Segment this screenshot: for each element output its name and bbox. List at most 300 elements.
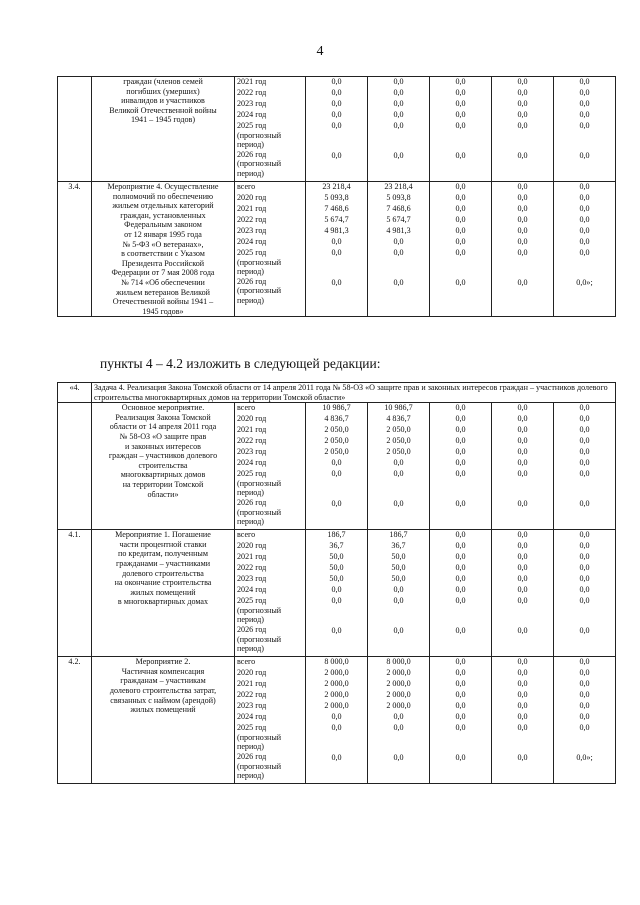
value-cell: 0,0 bbox=[579, 723, 590, 733]
value-cell: 0,0 bbox=[393, 151, 404, 160]
year-label: 2026 год (прогнозный период) bbox=[237, 149, 282, 178]
value-cell: 2 000,0 bbox=[324, 690, 349, 700]
value-cell: 0,0 bbox=[517, 552, 528, 562]
value-cell: 0,0 bbox=[579, 574, 590, 584]
description-line: Частичная компенсация bbox=[121, 666, 205, 676]
year-label: 2020 год bbox=[237, 193, 267, 202]
value-cell: 0,0 bbox=[579, 447, 590, 457]
table-row bbox=[58, 530, 616, 657]
value-cell: 0,0 bbox=[579, 99, 590, 108]
year-label: 2025 год (прогнозный период) bbox=[237, 248, 282, 277]
value-cell: 0,0 bbox=[455, 723, 466, 733]
value-cell: 0,0 bbox=[455, 414, 466, 424]
value-cell: 0,0 bbox=[331, 712, 342, 722]
value-column-4 bbox=[492, 657, 554, 784]
value-cell: 0,0 bbox=[331, 278, 342, 287]
value-cell: 0,0 bbox=[579, 701, 590, 711]
value-cell: 0,0 bbox=[455, 753, 466, 763]
description-line: и законных интересов bbox=[125, 441, 201, 451]
value-cell: 36,7 bbox=[329, 541, 344, 551]
value-cell: 0,0 bbox=[455, 585, 466, 595]
year-label: 2025 год (прогнозный период) bbox=[237, 469, 282, 498]
value-cell: 0,0 bbox=[455, 403, 466, 413]
value-cell: 186,7 bbox=[327, 530, 346, 540]
value-cell: 0,0 bbox=[393, 626, 404, 636]
value-cell: 50,0 bbox=[391, 552, 406, 562]
value-cell: 0,0 bbox=[579, 77, 590, 86]
value-cell: 0,0 bbox=[455, 574, 466, 584]
value-cell: 23 218,4 bbox=[322, 182, 351, 191]
table-row bbox=[58, 403, 616, 530]
value-cell: 0,0 bbox=[517, 182, 528, 191]
description-line: части процентной ставки bbox=[119, 539, 207, 549]
year-label: всего bbox=[237, 530, 256, 540]
value-cell: 4 836,7 bbox=[386, 414, 411, 424]
value-cell: 0,0 bbox=[579, 668, 590, 678]
year-label: 2020 год bbox=[237, 414, 267, 424]
description-line: области от 14 апреля 2011 года bbox=[109, 422, 217, 432]
description-line: 1945 годов» bbox=[142, 306, 184, 316]
year-label: 2026 год (прогнозный период) bbox=[237, 497, 282, 527]
table-row bbox=[58, 182, 616, 317]
year-label: всего bbox=[237, 657, 256, 667]
value-cell: 36,7 bbox=[391, 541, 406, 551]
value-cell: 8 000,0 bbox=[386, 657, 411, 667]
description-line: Основное мероприятие. bbox=[121, 403, 205, 413]
page-number: 4 bbox=[316, 44, 324, 59]
description-line: граждан (членов семей bbox=[123, 77, 203, 86]
year-label: 2023 год bbox=[237, 226, 267, 235]
value-cell: 0,0 bbox=[455, 458, 466, 468]
value-cell: 50,0 bbox=[329, 552, 344, 562]
value-cell: 0,0 bbox=[517, 712, 528, 722]
value-cell: 0,0 bbox=[517, 77, 528, 86]
year-label: 2026 год (прогнозный период) bbox=[237, 751, 282, 781]
row-description bbox=[92, 530, 235, 657]
description-line: погибших (умерших) bbox=[126, 86, 200, 96]
description-line: на территории Томской bbox=[122, 479, 204, 489]
value-cell: 2 000,0 bbox=[386, 701, 411, 711]
value-cell: 0,0 bbox=[393, 121, 404, 130]
value-cell: 0,0 bbox=[517, 121, 528, 130]
row-number bbox=[58, 403, 92, 530]
value-cell: 4 981,3 bbox=[324, 226, 349, 235]
value-cell: 0,0 bbox=[455, 204, 466, 213]
value-cell: 2 000,0 bbox=[324, 701, 349, 711]
year-label: 2022 год bbox=[237, 88, 267, 97]
row-number: 4.2. bbox=[58, 657, 92, 784]
value-cell: 0,0 bbox=[455, 626, 466, 636]
value-cell: 0,0 bbox=[455, 278, 466, 287]
value-cell: 0,0 bbox=[579, 657, 590, 667]
budget-table-bottom bbox=[57, 382, 616, 784]
value-cell: 0,0 bbox=[579, 530, 590, 540]
description-line: полномочий по обеспечению bbox=[112, 191, 214, 201]
section-heading: пункты 4 – 4.2 изложить в следующей редакции: bbox=[100, 356, 381, 371]
value-column-5 bbox=[554, 77, 616, 182]
value-cell: 0,0 bbox=[393, 99, 404, 108]
value-cell: 0,0 bbox=[331, 723, 342, 733]
description-line: инвалидов и участников bbox=[121, 96, 205, 106]
value-cell: 0,0 bbox=[455, 193, 466, 202]
value-cell: 186,7 bbox=[389, 530, 408, 540]
description-line: жилых помещений bbox=[130, 587, 196, 597]
value-cell: 0,0 bbox=[579, 110, 590, 119]
description-line: строительства bbox=[138, 460, 188, 470]
budget-table-top bbox=[57, 76, 616, 317]
value-column-5 bbox=[554, 530, 616, 657]
value-cell: 0,0 bbox=[455, 552, 466, 562]
value-column-1 bbox=[306, 403, 368, 530]
value-cell: 0,0 bbox=[331, 121, 342, 130]
row-number: 4.1. bbox=[58, 530, 92, 657]
task-number: «4. bbox=[58, 383, 92, 403]
value-column-5 bbox=[554, 182, 616, 317]
value-cell: 0,0 bbox=[455, 701, 466, 711]
value-cell: 23 218,4 bbox=[384, 182, 413, 191]
value-cell: 0,0 bbox=[331, 88, 342, 97]
value-column-2 bbox=[368, 182, 430, 317]
value-cell: 0,0 bbox=[579, 151, 590, 160]
value-cell: 0,0 bbox=[579, 563, 590, 573]
value-column-2 bbox=[368, 530, 430, 657]
value-cell: 0,0 bbox=[517, 596, 528, 606]
value-cell: 0,0 bbox=[517, 226, 528, 235]
description-line: Мероприятие 1. Погашение bbox=[115, 530, 211, 540]
value-cell: 5 093,8 bbox=[386, 193, 411, 202]
value-cell: 0,0 bbox=[517, 99, 528, 108]
value-cell: 0,0»; bbox=[576, 753, 593, 763]
value-column-5 bbox=[554, 657, 616, 784]
value-cell: 10 986,7 bbox=[384, 403, 413, 413]
value-cell: 0,0 bbox=[455, 110, 466, 119]
description-line: от 12 января 1995 года bbox=[124, 229, 202, 239]
description-line: жилых помещений bbox=[130, 705, 196, 715]
value-cell: 0,0 bbox=[579, 425, 590, 435]
value-cell: 0,0 bbox=[579, 215, 590, 224]
value-cell: 0,0 bbox=[517, 530, 528, 540]
value-column-3 bbox=[430, 530, 492, 657]
value-cell: 0,0 bbox=[517, 690, 528, 700]
value-cell: 0,0 bbox=[393, 499, 404, 509]
description-line: Федерации от 7 мая 2008 года bbox=[111, 268, 215, 278]
row-description bbox=[92, 77, 235, 182]
description-line: граждан, установленных bbox=[120, 210, 206, 220]
value-cell: 2 000,0 bbox=[386, 690, 411, 700]
value-cell: 2 050,0 bbox=[386, 425, 411, 435]
value-cell: 50,0 bbox=[329, 574, 344, 584]
value-cell: 0,0 bbox=[455, 248, 466, 257]
value-cell: 0,0 bbox=[517, 723, 528, 733]
year-cell bbox=[235, 77, 306, 182]
value-cell: 0,0 bbox=[579, 414, 590, 424]
value-cell: 0,0 bbox=[517, 151, 528, 160]
description-line: в многоквартирных домах bbox=[117, 597, 209, 607]
value-column-3 bbox=[430, 403, 492, 530]
value-cell: 2 050,0 bbox=[386, 447, 411, 457]
value-cell: 0,0 bbox=[517, 458, 528, 468]
description-line: Президента Российской bbox=[121, 258, 205, 268]
value-cell: 0,0 bbox=[579, 585, 590, 595]
description-line: № 714 «Об обеспечении bbox=[121, 277, 205, 287]
year-label: 2024 год bbox=[237, 712, 267, 722]
value-cell: 0,0»; bbox=[576, 278, 593, 287]
value-cell: 0,0 bbox=[517, 278, 528, 287]
value-cell: 0,0 bbox=[517, 701, 528, 711]
year-label: всего bbox=[237, 403, 256, 413]
year-label: 2021 год bbox=[237, 425, 267, 435]
value-cell: 0,0 bbox=[455, 77, 466, 86]
description-line: долевого строительства bbox=[122, 568, 204, 578]
value-column-1 bbox=[306, 530, 368, 657]
value-cell: 0,0 bbox=[579, 596, 590, 606]
value-cell: 0,0 bbox=[331, 151, 342, 160]
value-cell: 2 000,0 bbox=[386, 668, 411, 678]
value-cell: 0,0 bbox=[393, 237, 404, 246]
year-label: 2020 год bbox=[237, 541, 267, 551]
year-cell bbox=[235, 182, 306, 317]
value-cell: 0,0 bbox=[393, 458, 404, 468]
year-label: 2023 год bbox=[237, 574, 267, 584]
value-cell: 0,0 bbox=[455, 596, 466, 606]
value-cell: 0,0 bbox=[455, 99, 466, 108]
value-cell: 0,0 bbox=[517, 88, 528, 97]
value-cell: 0,0 bbox=[517, 541, 528, 551]
value-cell: 0,0 bbox=[455, 712, 466, 722]
value-cell: 0,0 bbox=[455, 563, 466, 573]
value-cell: 0,0 bbox=[455, 88, 466, 97]
value-cell: 0,0 bbox=[455, 690, 466, 700]
value-cell: 0,0 bbox=[455, 668, 466, 678]
year-cell bbox=[235, 530, 306, 657]
value-cell: 2 000,0 bbox=[324, 679, 349, 689]
value-cell: 0,0 bbox=[455, 530, 466, 540]
value-cell: 0,0 bbox=[579, 712, 590, 722]
year-label: 2026 год (прогнозный период) bbox=[237, 276, 282, 305]
value-cell: 0,0 bbox=[393, 77, 404, 86]
value-cell: 0,0 bbox=[331, 753, 342, 763]
table-row bbox=[58, 77, 616, 182]
value-cell: 2 050,0 bbox=[324, 447, 349, 457]
value-cell: 0,0 bbox=[455, 657, 466, 667]
value-cell: 2 000,0 bbox=[386, 679, 411, 689]
value-cell: 0,0 bbox=[579, 552, 590, 562]
row-description bbox=[92, 657, 235, 784]
year-label: 2021 год bbox=[237, 204, 267, 213]
value-cell: 0,0 bbox=[579, 182, 590, 191]
value-cell: 0,0 bbox=[455, 436, 466, 446]
value-cell: 2 050,0 bbox=[324, 425, 349, 435]
value-cell: 0,0 bbox=[517, 668, 528, 678]
task-row bbox=[58, 383, 616, 403]
description-line: на окончание строительства bbox=[114, 578, 212, 588]
value-column-1 bbox=[306, 657, 368, 784]
value-cell: 0,0 bbox=[455, 541, 466, 551]
value-cell: 5 674,7 bbox=[324, 215, 349, 224]
description-line: Великой Отечественной войны bbox=[109, 105, 217, 115]
value-cell: 0,0 bbox=[517, 414, 528, 424]
year-cell bbox=[235, 403, 306, 530]
description-line: 1941 – 1945 годов) bbox=[130, 115, 196, 125]
description-line: жильем ветеранов Великой bbox=[115, 287, 210, 297]
value-cell: 0,0 bbox=[393, 712, 404, 722]
year-label: 2022 год bbox=[237, 215, 267, 224]
value-column-3 bbox=[430, 657, 492, 784]
value-cell: 0,0 bbox=[579, 436, 590, 446]
value-cell: 0,0 bbox=[455, 447, 466, 457]
table-row bbox=[58, 657, 616, 784]
year-label: 2025 год (прогнозный период) bbox=[237, 121, 282, 150]
value-column-5 bbox=[554, 403, 616, 530]
value-cell: 0,0 bbox=[455, 237, 466, 246]
year-label: 2024 год bbox=[237, 585, 267, 595]
value-cell: 0,0 bbox=[579, 626, 590, 636]
value-cell: 0,0 bbox=[579, 237, 590, 246]
value-cell: 0,0 bbox=[393, 110, 404, 119]
value-cell: 7 468,6 bbox=[324, 204, 349, 213]
value-cell: 0,0 bbox=[331, 626, 342, 636]
value-cell: 0,0 bbox=[455, 226, 466, 235]
description-line: многоквартирных домов bbox=[120, 470, 206, 480]
value-cell: 0,0 bbox=[517, 110, 528, 119]
value-cell: 0,0 bbox=[331, 110, 342, 119]
value-cell: 2 050,0 bbox=[324, 436, 349, 446]
value-cell: 0,0 bbox=[579, 679, 590, 689]
value-cell: 0,0 bbox=[393, 585, 404, 595]
value-cell: 0,0 bbox=[517, 447, 528, 457]
year-label: 2021 год bbox=[237, 552, 267, 562]
value-cell: 0,0 bbox=[331, 99, 342, 108]
value-cell: 0,0 bbox=[455, 499, 466, 509]
value-column-3 bbox=[430, 77, 492, 182]
value-cell: 0,0 bbox=[331, 585, 342, 595]
value-cell: 0,0 bbox=[517, 425, 528, 435]
year-label: 2026 год (прогнозный период) bbox=[237, 624, 282, 654]
description-line: области» bbox=[147, 489, 179, 499]
row-number: 3.4. bbox=[58, 182, 92, 317]
value-cell: 0,0 bbox=[579, 121, 590, 130]
value-cell: 0,0 bbox=[517, 204, 528, 213]
row-number bbox=[58, 77, 92, 182]
value-cell: 0,0 bbox=[331, 77, 342, 86]
value-cell: 0,0 bbox=[579, 499, 590, 509]
value-cell: 0,0 bbox=[393, 723, 404, 733]
value-cell: 0,0 bbox=[579, 88, 590, 97]
value-cell: 0,0 bbox=[579, 193, 590, 202]
description-line: долевого строительства затрат, bbox=[109, 685, 217, 695]
value-cell: 0,0 bbox=[517, 563, 528, 573]
value-cell: 10 986,7 bbox=[322, 403, 351, 413]
year-label: 2024 год bbox=[237, 458, 267, 468]
description-line: жильем отдельных категорий bbox=[112, 201, 214, 211]
description-line: связанных с наймом (арендой) bbox=[110, 695, 216, 705]
year-label: 2023 год bbox=[237, 99, 267, 108]
value-cell: 0,0 bbox=[579, 690, 590, 700]
description-line: по кредитам, полученным bbox=[118, 549, 208, 559]
value-cell: 0,0 bbox=[517, 403, 528, 413]
value-cell: 0,0 bbox=[579, 226, 590, 235]
value-cell: 0,0 bbox=[517, 248, 528, 257]
value-cell: 50,0 bbox=[391, 563, 406, 573]
year-label: 2022 год bbox=[237, 436, 267, 446]
value-column-4 bbox=[492, 403, 554, 530]
value-cell: 0,0 bbox=[393, 469, 404, 479]
year-label: 2025 год (прогнозный период) bbox=[237, 723, 282, 752]
value-column-2 bbox=[368, 77, 430, 182]
value-cell: 0,0 bbox=[517, 215, 528, 224]
year-label: 2023 год bbox=[237, 701, 267, 711]
description-line: Мероприятие 2. bbox=[135, 657, 191, 667]
year-label: 2022 год bbox=[237, 563, 267, 573]
description-line: № 5-ФЗ «О ветеранах», bbox=[122, 239, 204, 249]
value-cell: 0,0 bbox=[393, 278, 404, 287]
value-cell: 0,0 bbox=[517, 753, 528, 763]
value-cell: 0,0 bbox=[455, 679, 466, 689]
value-cell: 5 674,7 bbox=[386, 215, 411, 224]
value-cell: 4 836,7 bbox=[324, 414, 349, 424]
description-line: в соответствии с Указом bbox=[121, 249, 205, 259]
value-column-4 bbox=[492, 77, 554, 182]
value-column-1 bbox=[306, 182, 368, 317]
value-cell: 0,0 bbox=[579, 204, 590, 213]
value-cell: 0,0 bbox=[393, 753, 404, 763]
value-column-4 bbox=[492, 530, 554, 657]
description-line: Отечественной войны 1941 – bbox=[112, 297, 214, 307]
description-line: Реализация Закона Томской bbox=[115, 412, 211, 422]
value-cell: 0,0 bbox=[455, 151, 466, 160]
description-line: Федеральным законом bbox=[124, 220, 202, 230]
value-cell: 8 000,0 bbox=[324, 657, 349, 667]
year-label: всего bbox=[237, 182, 256, 191]
value-column-2 bbox=[368, 403, 430, 530]
value-column-4 bbox=[492, 182, 554, 317]
year-label: 2021 год bbox=[237, 77, 267, 86]
value-cell: 0,0 bbox=[455, 469, 466, 479]
description-line: Мероприятие 4. Осуществление bbox=[107, 182, 219, 191]
value-cell: 0,0 bbox=[393, 248, 404, 257]
value-column-2 bbox=[368, 657, 430, 784]
value-cell: 2 000,0 bbox=[324, 668, 349, 678]
value-cell: 0,0 bbox=[455, 215, 466, 224]
value-cell: 0,0 bbox=[579, 403, 590, 413]
year-label: 2023 год bbox=[237, 447, 267, 457]
value-column-3 bbox=[430, 182, 492, 317]
value-cell: 4 981,3 bbox=[386, 226, 411, 235]
value-cell: 0,0 bbox=[331, 237, 342, 246]
value-cell: 0,0 bbox=[579, 469, 590, 479]
value-cell: 0,0 bbox=[517, 574, 528, 584]
year-label: 2025 год (прогнозный период) bbox=[237, 596, 282, 625]
value-cell: 0,0 bbox=[393, 88, 404, 97]
value-cell: 0,0 bbox=[517, 469, 528, 479]
value-cell: 50,0 bbox=[391, 574, 406, 584]
year-label: 2021 год bbox=[237, 679, 267, 689]
value-cell: 0,0 bbox=[579, 458, 590, 468]
row-description bbox=[92, 403, 235, 530]
year-cell bbox=[235, 657, 306, 784]
value-cell: 0,0 bbox=[455, 121, 466, 130]
value-cell: 0,0 bbox=[455, 425, 466, 435]
row-description bbox=[92, 182, 235, 317]
year-label: 2024 год bbox=[237, 237, 267, 246]
value-cell: 0,0 bbox=[393, 596, 404, 606]
task-description: Задача 4. Реализация Закона Томской области от 14 апреля 2011 года № 58-ОЗ «О защите прав и законных интересов граждан – участников долевого строительства многоквартирных домов на территории Томской области» bbox=[92, 383, 616, 403]
value-cell: 0,0 bbox=[331, 458, 342, 468]
value-cell: 0,0 bbox=[517, 499, 528, 509]
description-line: граждан – участников долевого bbox=[108, 451, 218, 461]
value-cell: 0,0 bbox=[517, 679, 528, 689]
value-cell: 0,0 bbox=[579, 248, 590, 257]
